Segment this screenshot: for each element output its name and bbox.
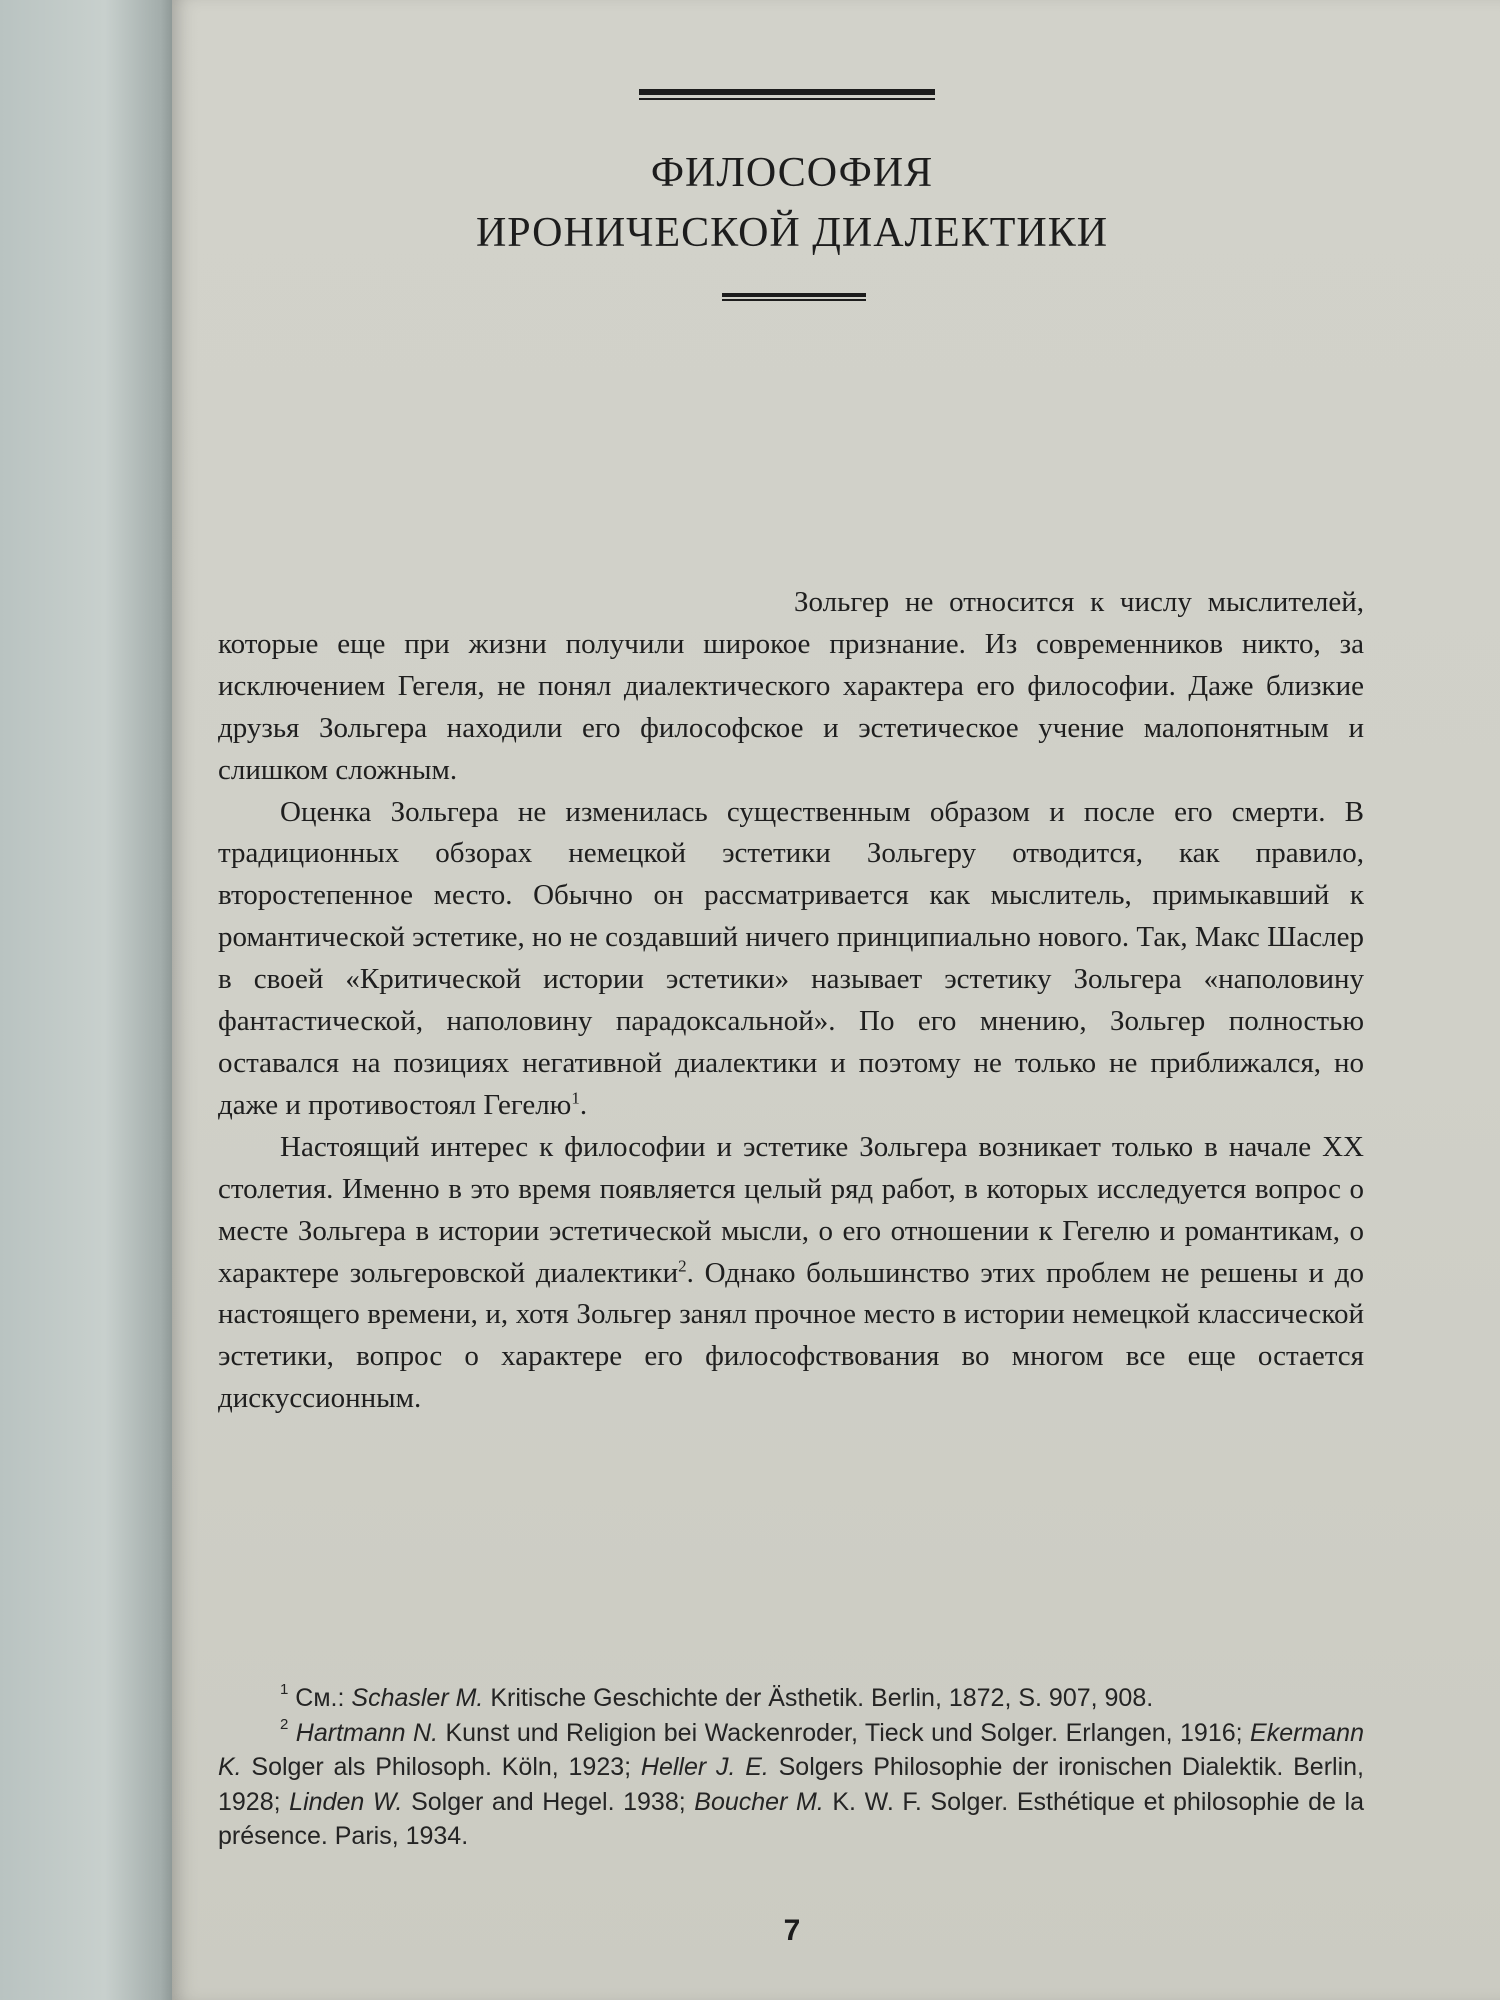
footnote-ref-2[interactable]: 2 — [678, 1255, 687, 1275]
footnote-2-author-5: Boucher M. — [694, 1787, 824, 1816]
footnote-1-number: 1 — [280, 1681, 289, 1698]
facing-page-edge — [0, 0, 175, 2000]
footnote-1-prefix: См.: — [295, 1684, 352, 1712]
footnote-1-text: Kritische Geschichte der Ästhetik. Berlin, 1872, S. 907, 908. — [483, 1684, 1154, 1712]
paragraph-3-text-b: . Однако большинство этих проблем не решены и до настоящего времени, и, хотя Зольгер занял прочное место в истории немецкой классической эстетики, вопрос о характере его философствования во многом все еще остается дискуссионным. — [218, 1256, 1364, 1415]
paragraph-1: Зольгер не относится к числу мыслителей, которые еще при жизни получили широкое признание. Из современников никто, за исключением Гегеля, не понял диалектического характера его философии. Даже близкие друзья Зольгера находили его философское и эстетическое учение малопонятным и слишком сложным. — [218, 586, 1364, 786]
paragraph-3-text-a: Настоящий интерес к философии и эстетике Зольгера возникает только в начале XX столетия. Именно в это время появляется целый ряд работ, в которых исследуется вопрос о месте Зольгера в истории эстетической мысли, о его отношении к Гегелю и романтикам, о характере зольгеровской диалектики — [218, 1130, 1364, 1289]
footnote-2-text-2: Solger als Philosoph. Köln, 1923; — [241, 1753, 641, 1781]
paragraph-2-end: . — [579, 1088, 588, 1121]
footnote-2-text-3: Solgers Philosophie der ironischen Dialektik. Berlin, 1928; — [218, 1753, 1364, 1816]
footnote-2-text-4: Solger and Hegel. 1938; — [402, 1787, 695, 1816]
chapter-title-line-2: ИРОНИЧЕСКОЙ ДИАЛЕКТИКИ — [475, 210, 1109, 256]
footnotes — [218, 1681, 1364, 1854]
footnote-2-number: 2 — [280, 1715, 289, 1733]
footnote-2-text-1: Kunst und Religion bei Wackenroder, Tieck und Solger. Erlangen, 1916; — [438, 1718, 1251, 1747]
footnote-2-author-4: Linden W. — [289, 1787, 403, 1816]
footnote-2-author-2: Ekermann K. — [218, 1718, 1364, 1781]
chapter-title-line-1: ФИЛОСОФИЯ — [650, 150, 934, 196]
footnote-2-author-1: Hartmann N. — [295, 1718, 439, 1747]
paragraph-3 — [218, 1127, 1364, 1420]
footnote-2 — [218, 1716, 1364, 1854]
page-number: 7 — [783, 1914, 801, 1947]
book-page — [172, 0, 1500, 2000]
footnote-1-author: Schasler M. — [351, 1684, 484, 1712]
chapter-title — [172, 143, 1412, 263]
footnote-1 — [218, 1681, 1364, 1716]
top-decorative-rule — [639, 89, 935, 100]
footnote-ref-1[interactable]: 1 — [571, 1088, 580, 1108]
body-text — [218, 582, 1364, 1420]
paragraph-2-text: Оценка Зольгера не изменилась существенным образом и после его смерти. В традиционных обзорах немецкой эстетики Зольгеру отводится, как правило, второстепенное место. Обычно он рассматривается как мыслитель, примыкавший к романтической эстетике, но не создавший ничего принципиально нового. Так, Макс Шаслер в своей «Критической истории эстетики» называет эстетику Зольгера «наполовину фантастической, наполовину парадоксальной». По его мнению, Зольгер полностью оставался на позициях негативной диалектики и поэтому не только не приближался, но даже и противостоял Гегелю — [218, 795, 1364, 1121]
footnote-2-author-3: Heller J. E. — [640, 1753, 769, 1781]
footnote-2-text-5: K. W. F. Solger. Esthétique et philosophie de la présence. Paris, 1934. — [218, 1787, 1364, 1850]
paragraph-2 — [218, 792, 1364, 1127]
bottom-decorative-rule — [722, 293, 866, 301]
